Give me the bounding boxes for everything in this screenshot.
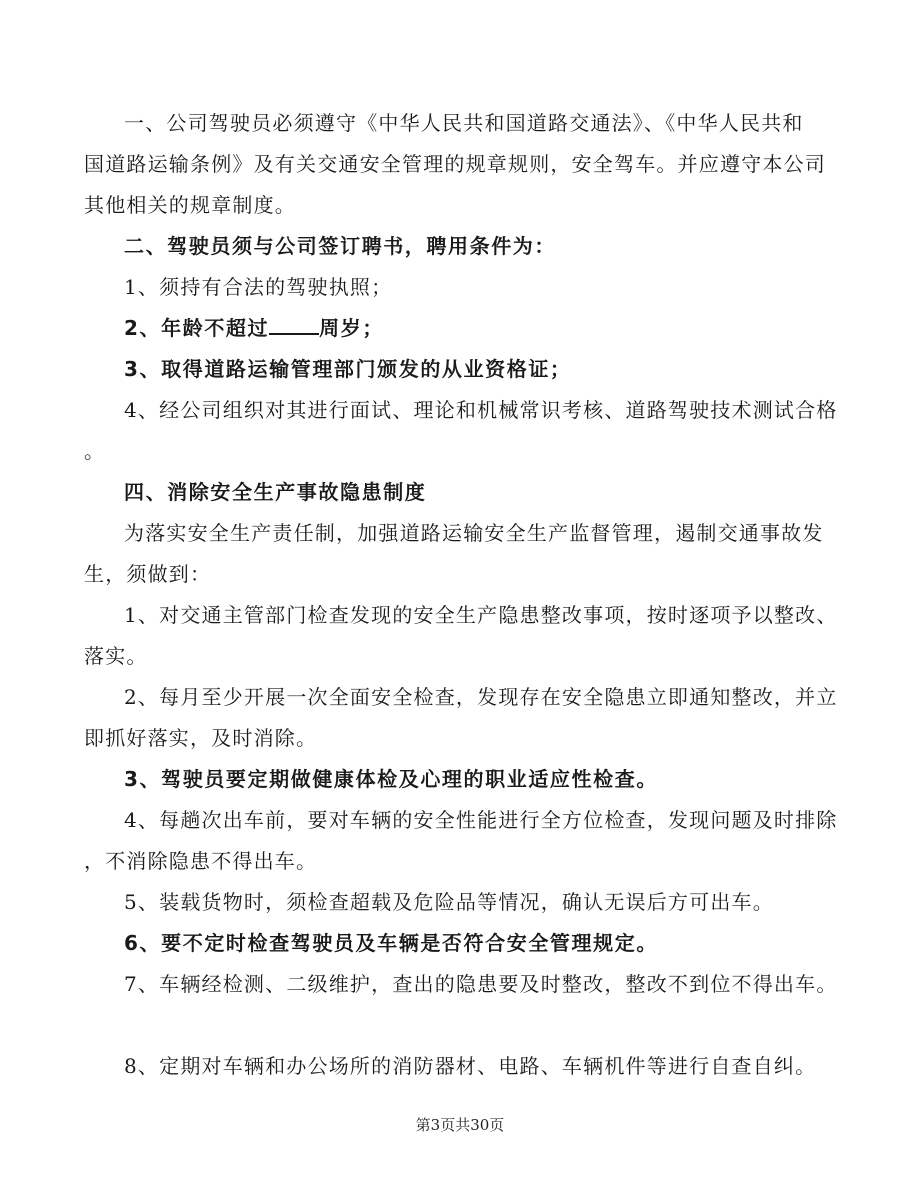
section2-item3: 3、取得道路运输管理部门颁发的从业资格证；	[124, 357, 572, 381]
section4-item2-line1: 2、每月至少开展一次全面安全检查，发现存在安全隐患立即通知整改，并立	[124, 685, 838, 709]
section4-item1-line2: 落实。	[84, 644, 148, 668]
section4-item3: 3、驾驶员要定期做健康体检及心理的职业适应性检查。	[124, 767, 658, 791]
section4-item7: 7、车辆经检测、二级维护，查出的隐患要及时整改，整改不到位不得出车。	[124, 972, 838, 996]
page-number-footer: 第3页共30页	[415, 1116, 505, 1134]
section4-item2-line2: 即抓好落实，及时消除。	[84, 726, 318, 750]
section2-item2	[124, 314, 874, 342]
section2-item4-line1: 4、经公司组织对其进行面试、理论和机械常识考核、道路驾驶技术测试合格	[124, 398, 838, 422]
section2-item4-line2: 。	[84, 439, 106, 463]
age-blank	[269, 315, 319, 335]
section2-item1: 1、须持有合法的驾驶执照；	[124, 275, 393, 299]
section4-item4-line1: 4、每趟次出车前，要对车辆的安全性能进行全方位检查，发现问题及时排除	[124, 808, 838, 832]
section1-line1: 一、公司驾驶员必须遵守《中华人民共和国道路交通法》、《中华人民共和	[124, 111, 804, 135]
section4-intro-line2: 生，须做到：	[84, 562, 212, 586]
section1-line3: 其他相关的规章制度。	[84, 193, 296, 217]
section4-item5: 5、装载货物时，须检查超载及危险品等情况，确认无误后方可出车。	[124, 890, 774, 914]
section4-intro-line1: 为落实安全生产责任制，加强道路运输安全生产监督管理，遏制交通事故发	[124, 521, 824, 545]
section4-item8: 8、定期对车辆和办公场所的消防器材、电路、车辆机件等进行自查自纠。	[124, 1054, 817, 1078]
section4-item4-line2: ，不消除隐患不得出车。	[84, 849, 318, 873]
section1-line2: 国道路运输条例》及有关交通安全管理的规章规则，安全驾车。并应遵守本公司	[84, 152, 826, 176]
section2-heading: 二、驾驶员须与公司签订聘书，聘用条件为：	[124, 234, 556, 258]
section4-item1-line1: 1、对交通主管部门检查发现的安全生产隐患整改事项，按时逐项予以整改、	[124, 603, 838, 627]
section4-item6: 6、要不定时检查驾驶员及车辆是否符合安全管理规定。	[124, 931, 658, 955]
section2-item2-prefix: 2、年龄不超过	[124, 316, 270, 340]
section2-item2-suffix: 周岁；	[319, 316, 384, 340]
section4-heading: 四、消除安全生产事故隐患制度	[124, 480, 427, 504]
